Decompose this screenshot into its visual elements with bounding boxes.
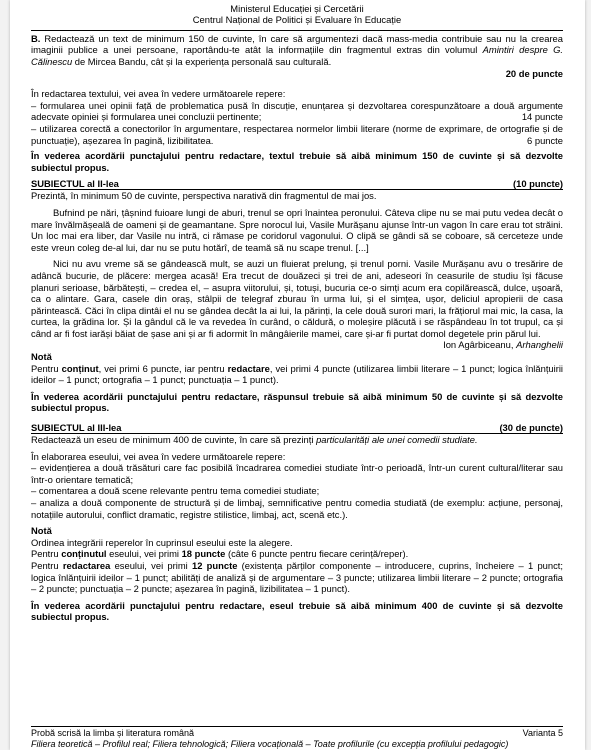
page-footer <box>31 726 563 750</box>
part-b-req2: – utilizarea corectă a conectorilor în argumentare, respectarea normelor limbii literare (norme de exprimare, de ortografie și de punctuație), așezarea în pagină, lizibilitatea. <box>31 122 563 146</box>
excerpt-paragraph-1: Bufnind pe nări, țâșnind fuioare lungi de aburi, trenul se opri înaintea peronului. Câteva clipe nu se mai putu vedea decât o mare învălmășeală de oameni și de geamantane. Spre norocul lui, Vasile Murășanu ajunse într-un vagon în care erau tot străini. Un loc mai era liber, dar Vasile nu intră, ci rămase pe coridorul vagonului. O clipă se gândi să se coboare, să cerceteze unde este vreun coleg de-al lui, dar nu se putu hotărî, de teamă să nu scape trenul. [...] <box>31 206 563 253</box>
subject-3-note-order: Ordinea integrării reperelor în cuprinsul eseului este la alegere. <box>31 536 293 548</box>
subject-3-note-title: Notă <box>31 525 52 537</box>
subject-3-title: SUBIECTUL al III-lea <box>31 422 122 434</box>
subject-3-heading <box>31 422 563 434</box>
footer-profile: Filiera teoretică – Profilul real; Filiera tehnologică; Filiera vocațională – Toate profilurile (cu excepția profilului pedagogic) <box>31 739 509 749</box>
subject-2-task: Prezintă, în minimum 50 de cuvinte, perspectiva narativă din fragmentul de mai jos. <box>31 190 377 202</box>
excerpt-source <box>31 339 563 351</box>
excerpt-paragraph-2: Nici nu avu vreme să se gândească mult, se auzi un fluierat prelung, și trenul porni. Vasile Murășanu avu o tresărire de adâncă bucurie, de plăcere: mergea acasă! Era trecut de douăzeci și trei de ani, adeseori în ceasurile de studiu își făcuse planuri serioase, bărbătești, – credea el, – asupra viitorului, și, totuși, bucuria ce-o simți acum era copilărească, dulce, ușoară, ca o alintare. Gara, casele din oraș, stâlpii de telegraf zburau în urma lui, și el simțea, ușor, deliciul apropierii de casa părintească. Căci în clipa dintâi el nu se gândea decât la ai lui, la părinți, la cele două surori mari, la frățiorul mai mic, la casa, la curtea, la grădina lor. Și la gândul că le va revedea în curând, o căldură, o moleșire plăcută i se răspândeau în tot trupul, ca și când ar fi fost iarăși băiat de șase ani și ar fi adormit în mângâierile mamei, care și-ar fi purtat domol degetele prin părul lui. <box>31 258 563 339</box>
subject-2-note-text: Pentru conținut, vei primi 6 puncte, iar pentru redactare, vei primi 4 puncte (utilizarea limbii literare – 1 punct; logica înlănțuirii ideilor – 1 punct; ortografia – 1 punct; punctuația – 1 punct). <box>31 362 564 386</box>
part-b-req1-points: 14 puncte <box>521 111 563 123</box>
subject-3-req2: – comentarea a două scene relevante pentru tema comediei studiate; <box>31 485 320 497</box>
excerpt-author: Ion Agârbiceanu, <box>443 339 517 351</box>
footer-variant: Varianta 5 <box>522 728 563 738</box>
excerpt-work: Arhanghelii <box>516 339 563 351</box>
subject-3-note-content: Pentru conținutul eseului, vei primi 18 puncte (câte 6 puncte pentru fiecare cerință/reper). <box>31 548 409 560</box>
subject-2-requirement: În vederea acordării punctajului pentru redactare, răspunsul trebuie să aibă minimum 50 de cuvinte și să dezvolte subiectul propus. <box>31 390 563 414</box>
subject-3-intro: În elaborarea eseului, vei avea în vedere următoarele repere: <box>31 450 286 462</box>
part-b-points: 20 de puncte <box>505 67 563 79</box>
footer-row <box>31 728 563 739</box>
subject-2-note-title: Notă <box>31 351 52 363</box>
part-b-task: B. Redactează un text de minimum 150 de cuvinte, în care să argumentezi dacă mass-media contribuie sau nu la crearea imaginii publice a unei persoane, raportându-te atât la informațiile din fragmentul extras din volumul Amintiri despre G. Călinescu de Mircea Bandu, cât și la experiența personală sau culturală. <box>31 32 563 67</box>
subject-3-task: Redactează un eseu de minimum 400 de cuvinte, în care să prezinți particularități ale unei comedii studiate. <box>31 434 478 446</box>
footer-exam-name: Probă scrisă la limba și literatura română <box>31 728 195 738</box>
subject-3-req1: – evidențierea a două trăsături care fac posibilă încadrarea comediei studiate într-o perioadă, într-un curent cultural/literar sau într-o orientare tematică; <box>31 462 563 485</box>
subject-3-req3: – analiza a două componente de structură și de limbaj, semnificative pentru comedia studiată (de exemplu: acțiune, personaj, notațiile autorului, conflict dramatic, registre stilistice, limbaj, act, scenă etc.). <box>31 497 563 520</box>
part-b-label: B. <box>31 32 41 44</box>
center-name: Centrul Național de Politici și Evaluare în Educație <box>192 14 402 26</box>
subject-3-points: (30 de puncte) <box>499 422 563 434</box>
subject-3-note-redactare: Pentru redactarea eseului, vei primi 12 puncte (existența părților componente – introducere, cuprins, încheiere – 1 punct; logica înlănțuirii ideilor – 1 punct; abilități de analiză și de argumentare – 3 puncte; utilizarea limbii literare – 2 puncte; ortografia – 2 puncte; punctuația – 2 puncte; așezarea în pagină, lizibilitatea – 1 punct). <box>31 559 563 595</box>
part-b-note: În vederea acordării punctajului pentru redactare, textul trebuie să aibă minimum 150 de cuvinte și să dezvolte subiectul propus. <box>31 150 563 173</box>
part-b-req2-points: 6 puncte <box>527 134 563 146</box>
page-content <box>31 0 563 623</box>
subject-2-heading <box>31 178 563 190</box>
header-divider <box>31 30 563 31</box>
ministry-name: Ministerul Educației și Cercetării <box>230 3 364 14</box>
subject-2-title: SUBIECTUL al II-lea <box>31 178 119 190</box>
subject-3-requirement: În vederea acordării punctajului pentru redactare, eseul trebuie să aibă minimum 400 de cuvinte și să dezvolte subiectul propus. <box>31 599 563 623</box>
document-page <box>10 0 585 750</box>
book-title: Amintiri despre G. Călinescu <box>31 44 563 67</box>
subject-2-points: (10 puncte) <box>512 178 563 190</box>
page-header <box>31 0 563 26</box>
part-b-req1: – formularea unei opinii față de problematica pusă în discuție, enunțarea și dezvoltarea corespunzătoare a două argumente adecvate opiniei și formularea unei concluzii pertinente; <box>31 99 563 123</box>
part-b-intro: În redactarea textului, vei avea în vedere următoarele repere: <box>31 88 286 100</box>
